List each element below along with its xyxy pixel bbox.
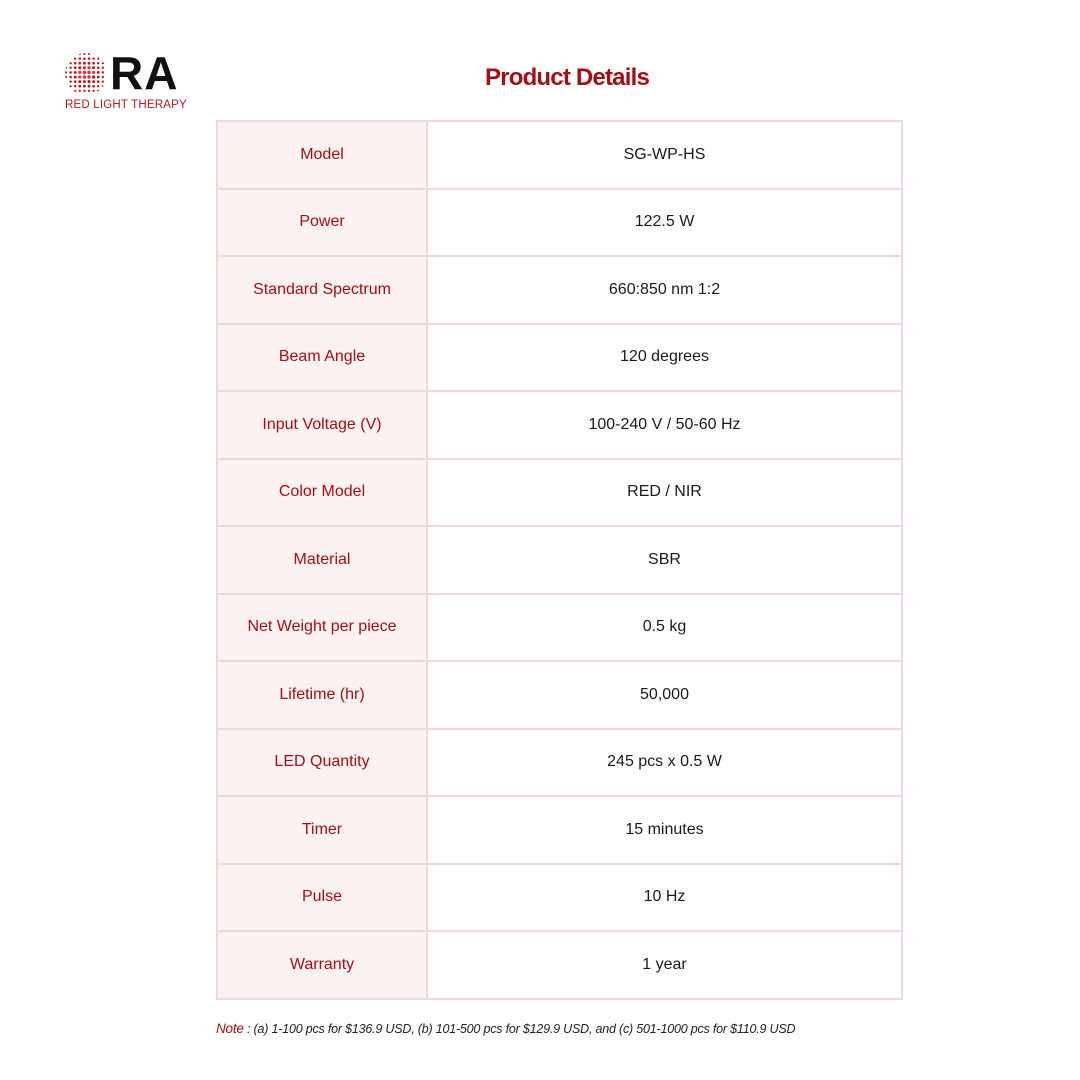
spec-value: 245 pcs x 0.5 W xyxy=(427,729,902,797)
table-row xyxy=(217,256,902,324)
brand-logo xyxy=(64,47,196,114)
table-row xyxy=(217,864,902,932)
spec-label: Power xyxy=(217,189,427,257)
spec-label: Color Model xyxy=(217,459,427,527)
spec-value: 1 year xyxy=(427,931,902,999)
table-row xyxy=(217,459,902,527)
spec-value: RED / NIR xyxy=(427,459,902,527)
note-text: : (a) 1-100 pcs for $136.9 USD, (b) 101-500 pcs for $129.9 USD, and (c) 501-1000 pcs for $110.9 USD xyxy=(243,1022,796,1036)
table-row xyxy=(217,324,902,392)
table-row xyxy=(217,189,902,257)
table-row xyxy=(217,526,902,594)
spec-label: Lifetime (hr) xyxy=(217,661,427,729)
spec-label: Beam Angle xyxy=(217,324,427,392)
pricing-note xyxy=(216,1021,795,1036)
spec-value: SBR xyxy=(427,526,902,594)
table-row xyxy=(217,796,902,864)
spec-label: Timer xyxy=(217,796,427,864)
spec-value: 50,000 xyxy=(427,661,902,729)
spec-value: 0.5 kg xyxy=(427,594,902,662)
brand-tagline: RED LIGHT THERAPY xyxy=(65,99,187,111)
table-row xyxy=(217,661,902,729)
table-row xyxy=(217,391,902,459)
spec-label: Pulse xyxy=(217,864,427,932)
spec-label: Warranty xyxy=(217,931,427,999)
brand-name: RA xyxy=(110,47,179,99)
page-title: Product Details xyxy=(484,64,650,91)
spec-value: 15 minutes xyxy=(427,796,902,864)
note-label: Note xyxy=(216,1021,244,1036)
spec-label: Material xyxy=(217,526,427,594)
spec-value: 10 Hz xyxy=(427,864,902,932)
spec-value: 120 degrees xyxy=(427,324,902,392)
spec-label: Input Voltage (V) xyxy=(217,391,427,459)
spec-value: 122.5 W xyxy=(427,189,902,257)
spec-value: 100-240 V / 50-60 Hz xyxy=(427,391,902,459)
table-row xyxy=(217,594,902,662)
red-sphere-icon xyxy=(64,52,108,96)
table-row xyxy=(217,931,902,999)
spec-label: Net Weight per piece xyxy=(217,594,427,662)
spec-label: Standard Spectrum xyxy=(217,256,427,324)
product-details-table xyxy=(216,120,903,1000)
spec-label: LED Quantity xyxy=(217,729,427,797)
table-row xyxy=(217,729,902,797)
spec-value: 660:850 nm 1:2 xyxy=(427,256,902,324)
spec-label: Model xyxy=(217,121,427,189)
spec-value: SG-WP-HS xyxy=(427,121,902,189)
table-row xyxy=(217,121,902,189)
